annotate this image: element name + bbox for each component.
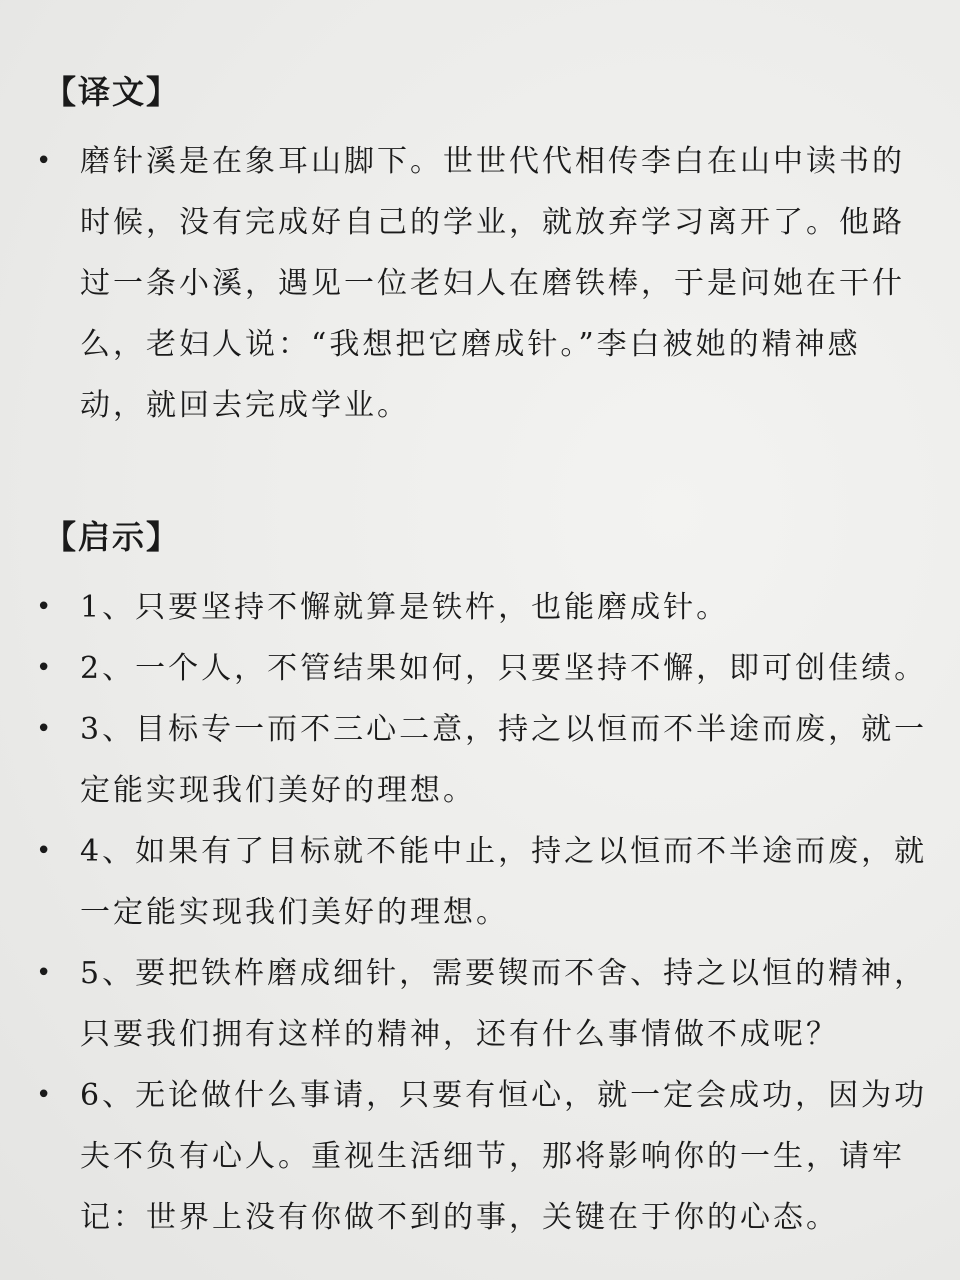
list-item bbox=[0, 638, 960, 699]
text-line: 定能实现我们美好的理想。 bbox=[80, 773, 476, 808]
list-item bbox=[0, 821, 960, 943]
text-line: 4、如果有了目标就不能中止，持之以恒而不半途而废，就 bbox=[80, 834, 928, 869]
text-line: 磨针溪是在象耳山脚下。世世代代相传李白在山中读书的 bbox=[80, 144, 905, 179]
bullet-icon: • bbox=[36, 958, 52, 988]
list-item bbox=[0, 699, 960, 821]
list-item bbox=[0, 943, 960, 1065]
text-line: 3、目标专一而不三心二意，持之以恒而不半途而废，就一 bbox=[80, 712, 928, 747]
bullet-icon: • bbox=[36, 836, 52, 866]
list-item bbox=[0, 577, 960, 638]
text-line: 5、要把铁杵磨成细针，需要锲而不舍、持之以恒的精神， bbox=[80, 956, 928, 991]
text-line: 1、只要坚持不懈就算是铁杵，也能磨成针。 bbox=[80, 590, 730, 625]
text-line: 时候，没有完成好自己的学业，就放弃学习离开了。他路 bbox=[80, 205, 905, 240]
text-line: 动，就回去完成学业。 bbox=[80, 388, 410, 423]
translation-paragraph bbox=[0, 131, 960, 436]
text-line: 过一条小溪，遇见一位老妇人在磨铁棒，于是问她在干什 bbox=[80, 266, 905, 301]
bullet-icon: • bbox=[36, 592, 52, 622]
bullet-icon: • bbox=[36, 653, 52, 683]
bullet-icon: • bbox=[36, 1080, 52, 1110]
bullet-icon: • bbox=[36, 146, 52, 176]
text-line: 夫不负有心人。重视生活细节，那将影响你的一生，请牢 bbox=[80, 1139, 905, 1174]
bullet-icon: • bbox=[36, 714, 52, 744]
translation-heading: 【译文】 bbox=[44, 73, 181, 111]
text-line: 6、无论做什么事请，只要有恒心，就一定会成功，因为功 bbox=[80, 1078, 928, 1113]
list-item bbox=[0, 1065, 960, 1248]
text-line: 只要我们拥有这样的精神，还有什么事情做不成呢？ bbox=[80, 1017, 839, 1052]
text-line: 么，老妇人说：“我想把它磨成针。”李白被她的精神感 bbox=[80, 327, 861, 362]
text-line: 记：世界上没有你做不到的事，关键在于你的心态。 bbox=[80, 1200, 839, 1235]
text-line: 2、一个人，不管结果如何，只要坚持不懈，即可创佳绩。 bbox=[80, 651, 928, 686]
text-line: 一定能实现我们美好的理想。 bbox=[80, 895, 509, 930]
enlightenment-heading: 【启示】 bbox=[44, 518, 181, 556]
